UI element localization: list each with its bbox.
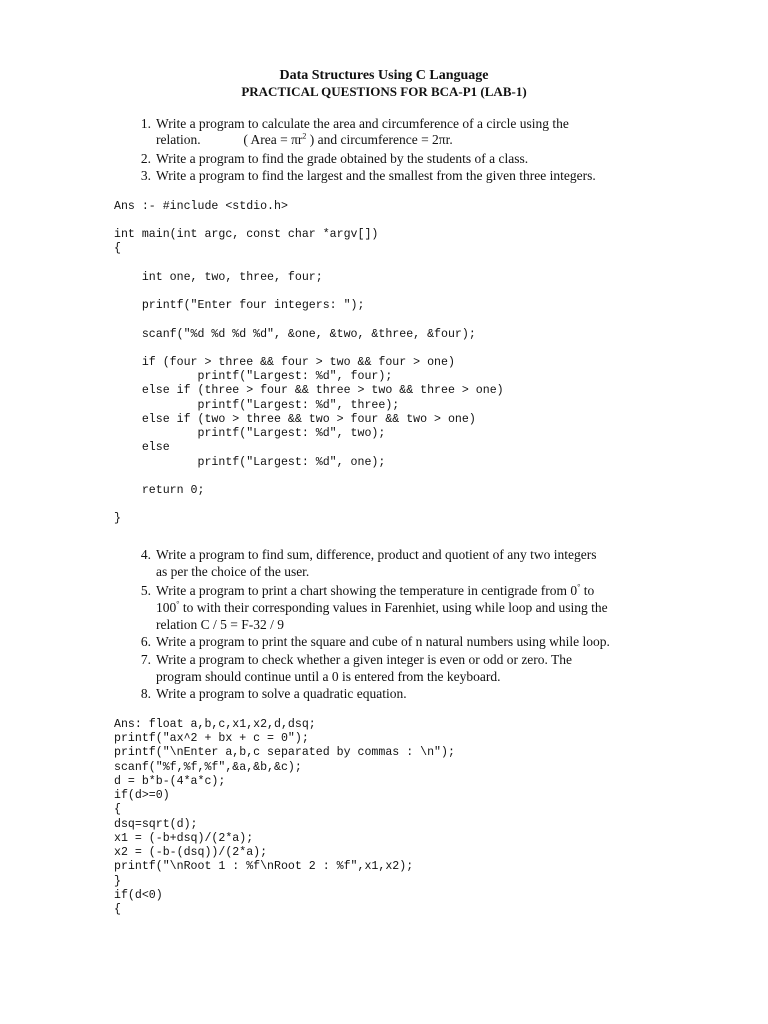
question-number: 1.: [140, 116, 151, 131]
question-text: Write a program to print the square and cube of n natural numbers using while loop.: [156, 634, 610, 649]
question-text: Write a program to calculate the area and circumference of a circle using the: [156, 116, 569, 131]
question-7-line-2: program should continue until a 0 is entered from the keyboard.: [156, 669, 501, 684]
question-5-line-3: relation C / 5 = F-32 / 9: [156, 617, 284, 632]
code-line: printf("Largest: %d", three);: [114, 399, 400, 412]
code-line: printf("Largest: %d", four);: [114, 370, 393, 383]
code-line: dsq=sqrt(d);: [114, 818, 198, 831]
document-title: Data Structures Using C Language: [279, 68, 489, 83]
code-line: printf("Largest: %d", two);: [114, 427, 386, 440]
question-number: 3.: [140, 168, 151, 183]
circumference-formula: ) and circumference = 2πr.: [306, 132, 453, 147]
code-line: printf("\nEnter a,b,c separated by commas : \n");: [114, 746, 455, 759]
question-text: Write a program to find the largest and the smallest from the given three integers.: [156, 168, 596, 183]
code-line: }: [114, 512, 121, 525]
question-number: 4.: [140, 547, 151, 562]
code-line: printf("ax^2 + bx + c = 0");: [114, 732, 309, 745]
question-text: Write a program to solve a quadratic equation.: [156, 686, 407, 701]
code-line: Ans: float a,b,c,x1,x2,d,dsq;: [114, 718, 316, 731]
question-text: Write a program to print a chart showing the temperature in centigrade from 0: [156, 583, 578, 598]
question-number: 6.: [140, 634, 151, 649]
code-line: scanf("%d %d %d %d", &one, &two, &three, &four);: [114, 328, 476, 341]
code-line: {: [114, 903, 121, 916]
question-text: relation.: [156, 132, 201, 147]
code-line: else if (two > three && two > four && two > one): [114, 413, 476, 426]
question-text: to with their corresponding values in Farenhiet, using while loop and using the: [179, 600, 608, 615]
code-line: }: [114, 875, 121, 888]
code-line: {: [114, 242, 121, 255]
question-text: 100: [156, 600, 177, 615]
question-text: Write a program to find sum, difference, product and quotient of any two integers: [156, 547, 597, 562]
question-text: Write a program to find the grade obtained by the students of a class.: [156, 151, 529, 166]
code-line: if(d>=0): [114, 789, 170, 802]
question-number: 7.: [140, 652, 151, 667]
question-number: 8.: [140, 686, 151, 701]
code-line: if (four > three && four > two && four > one): [114, 356, 455, 369]
question-4-line-2: as per the choice of the user.: [156, 564, 310, 579]
code-line: int one, two, three, four;: [114, 271, 323, 284]
code-line: printf("Enter four integers: ");: [114, 299, 365, 312]
code-line: Ans :- #include <stdio.h>: [114, 200, 288, 213]
code-line: else: [114, 441, 170, 454]
question-1-formula-line: [156, 131, 453, 148]
code-line: printf("\nRoot 1 : %f\nRoot 2 : %f",x1,x2);: [114, 860, 414, 873]
code-line: scanf("%f,%f,%f",&a,&b,&c);: [114, 761, 302, 774]
code-line: x2 = (-b-(dsq))/(2*a);: [114, 846, 268, 859]
code-line: return 0;: [114, 484, 205, 497]
code-line: if(d<0): [114, 889, 163, 902]
question-number: 2.: [140, 151, 151, 166]
code-line: d = b*b-(4*a*c);: [114, 775, 226, 788]
question-number: 5.: [140, 583, 151, 598]
code-line: printf("Largest: %d", one);: [114, 456, 386, 469]
question-text: Write a program to check whether a given integer is even or odd or zero. The: [156, 652, 573, 667]
code-line: {: [114, 803, 121, 816]
degree-symbol: °: [176, 599, 180, 609]
area-formula: ( Area = πr: [243, 132, 303, 147]
degree-symbol: °: [577, 582, 581, 592]
document-subtitle: PRACTICAL QUESTIONS FOR BCA-P1 (LAB-1): [241, 84, 527, 99]
code-line: int main(int argc, const char *argv[]): [114, 228, 379, 241]
question-text: to: [580, 583, 595, 598]
question-5-line-2: [156, 599, 608, 616]
code-line: x1 = (-b+dsq)/(2*a);: [114, 832, 254, 845]
code-line: else if (three > four && three > two && three > one): [114, 384, 504, 397]
superscript: 2: [302, 131, 307, 141]
